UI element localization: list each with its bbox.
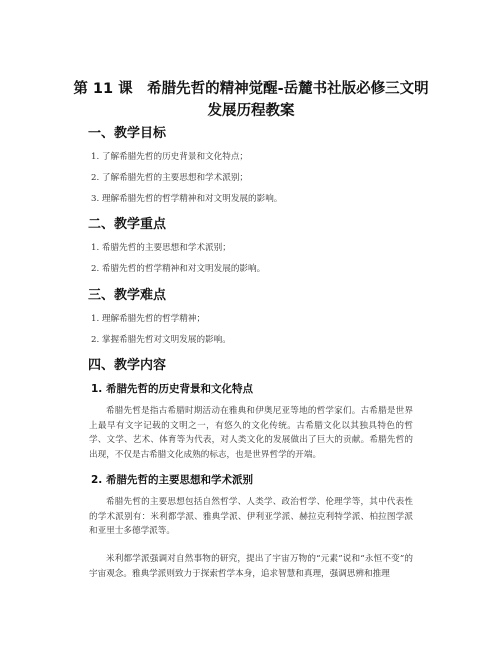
objective-item: 2. 了解希腊先哲的主要思想和学术派别； [91, 173, 249, 183]
subsection-heading-background: 1. 希腊先哲的历史背景和文化特点 [91, 383, 253, 395]
section-heading-key-points: 二、教学重点 [88, 217, 167, 232]
objective-item: 3. 理解希腊先哲的哲学精神和对文明发展的影响。 [91, 194, 283, 204]
key-point-item: 2. 希腊先哲的哲学精神和对文明发展的影响。 [91, 264, 266, 274]
section-heading-objectives: 一、教学目标 [88, 126, 167, 141]
section-heading-content: 四、教学内容 [88, 358, 167, 373]
difficulty-item: 2. 掌握希腊先哲对文明发展的影响。 [91, 335, 231, 345]
subsection-heading-schools: 2. 希腊先哲的主要思想和学术派别 [91, 474, 253, 486]
objective-item: 1. 了解希腊先哲的历史背景和文化特点； [91, 152, 249, 162]
difficulty-item: 1. 理解希腊先哲的哲学精神； [91, 314, 206, 324]
section-heading-difficulties: 三、教学难点 [88, 288, 167, 303]
paragraph: 希腊先哲是指古希腊时期活动在雅典和伊奥尼亚等地的哲学家们。古希腊是世界上最早有文字记载的文明之一，有悠久的文化传统。古希腊文化以其独具特色的哲学、文学、艺术、体育等为代表，对人类文化的发展做出了巨大的贡献。希腊先哲的出现，不仅是古希腊文化成熟的标志，也是世界哲学的开端。 [89, 406, 413, 460]
document-title: 第 11 课 希腊先哲的精神觉醒-岳麓书社版必修三文明发展历程教案 [73, 81, 429, 119]
paragraph: 希腊先哲的主要思想包括自然哲学、人类学、政治哲学、伦理学等，其中代表性的学术派别有：米利都学派、雅典学派、伊利亚学派、赫拉克利特学派、柏拉图学派和亚里士多德学派等。 [89, 497, 413, 536]
paragraph: 米利都学派强调对自然事物的研究，提出了宇宙万物的“元素”说和“永恒不变”的宇宙观念。雅典学派则致力于探索哲学本身，追求智慧和真理，强调思辨和推理 [89, 554, 413, 579]
key-point-item: 1. 希腊先哲的主要思想和学术派别； [91, 243, 231, 253]
